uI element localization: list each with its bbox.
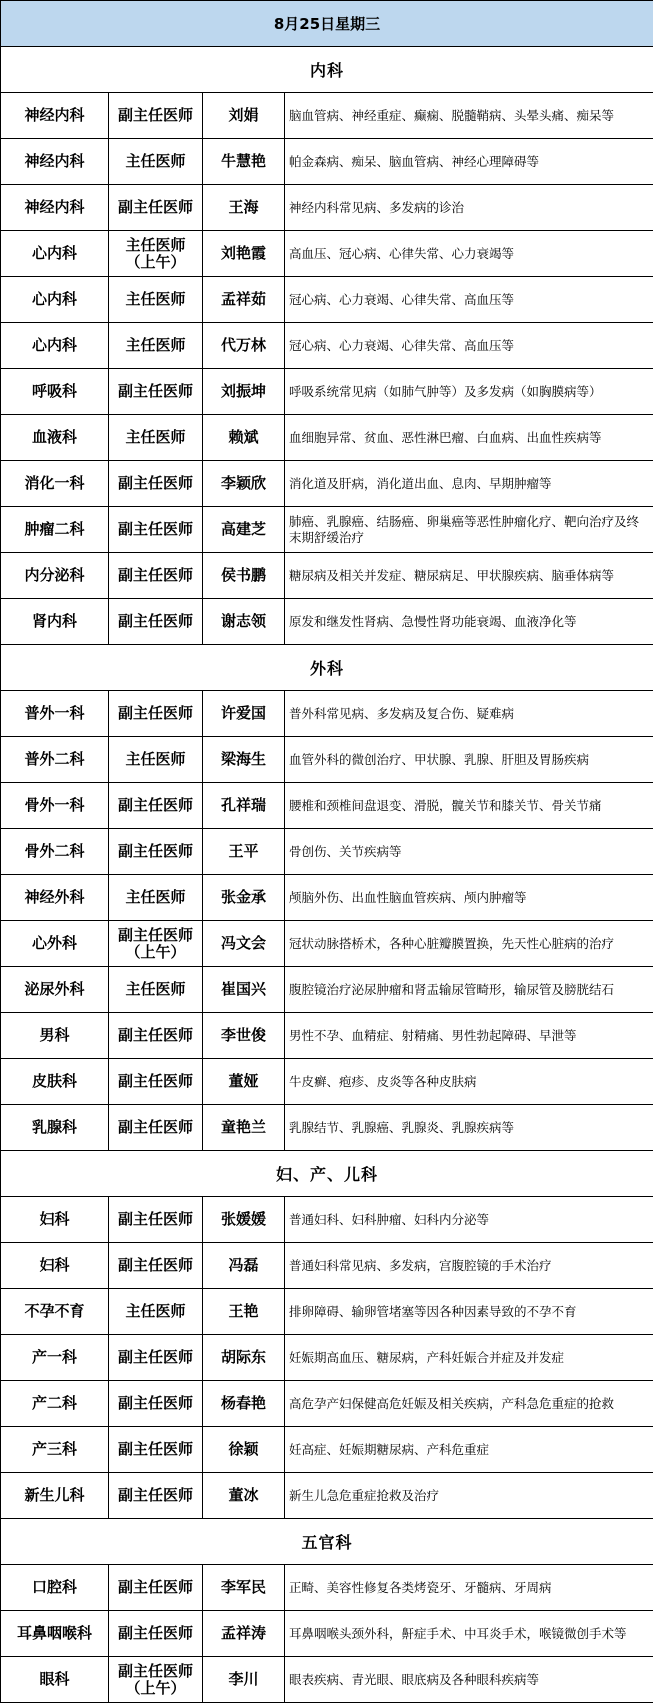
section-header-row bbox=[1, 47, 653, 93]
doctor-row bbox=[1, 1611, 653, 1657]
specialty-cell: 腹腔镜治疗泌尿肿瘤和肾盂输尿管畸形，输尿管及膀胱结石 bbox=[285, 967, 653, 1013]
specialty-cell: 神经内科常见病、多发病的诊治 bbox=[285, 185, 653, 231]
department-cell: 神经外科 bbox=[1, 875, 109, 921]
doctor-name-cell: 李军民 bbox=[203, 1565, 285, 1611]
specialty-cell: 糖尿病及相关并发症、糖尿病足、甲状腺疾病、脑垂体病等 bbox=[285, 553, 653, 599]
section-header-row bbox=[1, 1151, 653, 1197]
department-cell: 妇科 bbox=[1, 1243, 109, 1289]
specialty-cell: 普通妇科、妇科肿瘤、妇科内分泌等 bbox=[285, 1197, 653, 1243]
doctor-row bbox=[1, 1059, 653, 1105]
doctor-title-cell: 副主任医师 bbox=[109, 691, 203, 737]
doctor-row bbox=[1, 277, 653, 323]
doctor-row bbox=[1, 1289, 653, 1335]
specialty-cell: 血管外科的微创治疗、甲状腺、乳腺、肝胆及胃肠疾病 bbox=[285, 737, 653, 783]
doctor-name-cell: 王海 bbox=[203, 185, 285, 231]
section-header-row bbox=[1, 645, 653, 691]
doctor-title-cell: 副主任医师 bbox=[109, 783, 203, 829]
department-cell: 心内科 bbox=[1, 231, 109, 277]
doctor-name-cell: 王艳 bbox=[203, 1289, 285, 1335]
doctor-title-cell: 主任医师（上午） bbox=[109, 231, 203, 277]
specialty-cell: 耳鼻咽喉头颈外科，鼾症手术、中耳炎手术，喉镜微创手术等 bbox=[285, 1611, 653, 1657]
specialty-cell: 消化道及肝病，消化道出血、息肉、早期肿瘤等 bbox=[285, 461, 653, 507]
doctor-title-cell: 主任医师 bbox=[109, 139, 203, 185]
specialty-cell: 眼表疾病、青光眼、眼底病及各种眼科疾病等 bbox=[285, 1657, 653, 1703]
specialty-cell: 帕金森病、痴呆、脑血管病、神经心理障碍等 bbox=[285, 139, 653, 185]
department-cell: 乳腺科 bbox=[1, 1105, 109, 1151]
specialty-cell: 颅脑外伤、出血性脑血管疾病、颅内肿瘤等 bbox=[285, 875, 653, 921]
doctor-row bbox=[1, 1197, 653, 1243]
doctor-title-cell: 副主任医师 bbox=[109, 829, 203, 875]
specialty-cell: 普外科常见病、多发病及复合伤、疑难病 bbox=[285, 691, 653, 737]
department-cell: 骨外一科 bbox=[1, 783, 109, 829]
doctor-title-cell: 副主任医师 bbox=[109, 1427, 203, 1473]
doctor-name-cell: 孟祥涛 bbox=[203, 1611, 285, 1657]
doctor-name-cell: 崔国兴 bbox=[203, 967, 285, 1013]
doctor-name-cell: 杨春艳 bbox=[203, 1381, 285, 1427]
department-cell: 泌尿外科 bbox=[1, 967, 109, 1013]
doctor-title-cell: 副主任医师 bbox=[109, 1243, 203, 1289]
department-cell: 产三科 bbox=[1, 1427, 109, 1473]
department-cell: 消化一科 bbox=[1, 461, 109, 507]
doctor-title-cell: 副主任医师 bbox=[109, 93, 203, 139]
doctor-row bbox=[1, 415, 653, 461]
doctor-title-cell: 副主任医师 bbox=[109, 1611, 203, 1657]
specialty-cell: 冠心病、心力衰竭、心律失常、高血压等 bbox=[285, 323, 653, 369]
doctor-name-cell: 冯磊 bbox=[203, 1243, 285, 1289]
department-cell: 男科 bbox=[1, 1013, 109, 1059]
specialty-cell: 原发和继发性肾病、急慢性肾功能衰竭、血液净化等 bbox=[285, 599, 653, 645]
doctor-name-cell: 侯书鹏 bbox=[203, 553, 285, 599]
doctor-row bbox=[1, 507, 653, 553]
doctor-name-cell: 孟祥茹 bbox=[203, 277, 285, 323]
doctor-row bbox=[1, 783, 653, 829]
doctor-title-cell: 副主任医师 bbox=[109, 1197, 203, 1243]
doctor-row bbox=[1, 1335, 653, 1381]
doctor-name-cell: 刘振坤 bbox=[203, 369, 285, 415]
doctor-title-cell: 副主任医师 bbox=[109, 369, 203, 415]
doctor-title-cell: 副主任医师 bbox=[109, 1105, 203, 1151]
doctor-row bbox=[1, 1565, 653, 1611]
department-cell: 心内科 bbox=[1, 277, 109, 323]
doctor-row bbox=[1, 1381, 653, 1427]
doctor-name-cell: 刘娟 bbox=[203, 93, 285, 139]
department-cell: 普外二科 bbox=[1, 737, 109, 783]
department-cell: 口腔科 bbox=[1, 1565, 109, 1611]
doctor-row bbox=[1, 1427, 653, 1473]
department-cell: 呼吸科 bbox=[1, 369, 109, 415]
doctor-title-cell: 副主任医师 bbox=[109, 507, 203, 553]
specialty-cell: 冠心病、心力衰竭、心律失常、高血压等 bbox=[285, 277, 653, 323]
doctor-row bbox=[1, 93, 653, 139]
doctor-title-cell: 主任医师 bbox=[109, 875, 203, 921]
doctor-title-cell: 主任医师 bbox=[109, 967, 203, 1013]
doctor-name-cell: 李颖欣 bbox=[203, 461, 285, 507]
specialty-cell: 男性不孕、血精症、射精痛、男性勃起障碍、早泄等 bbox=[285, 1013, 653, 1059]
doctor-row bbox=[1, 323, 653, 369]
doctor-title-cell: 副主任医师 bbox=[109, 599, 203, 645]
doctor-name-cell: 赖斌 bbox=[203, 415, 285, 461]
doctor-title-cell: 副主任医师 bbox=[109, 1013, 203, 1059]
doctor-name-cell: 梁海生 bbox=[203, 737, 285, 783]
doctor-row bbox=[1, 139, 653, 185]
department-cell: 神经内科 bbox=[1, 93, 109, 139]
doctor-name-cell: 张媛媛 bbox=[203, 1197, 285, 1243]
doctor-title-cell: 主任医师 bbox=[109, 737, 203, 783]
doctor-name-cell: 张金承 bbox=[203, 875, 285, 921]
doctor-name-cell: 代万林 bbox=[203, 323, 285, 369]
doctor-name-cell: 牛慧艳 bbox=[203, 139, 285, 185]
doctor-name-cell: 董娅 bbox=[203, 1059, 285, 1105]
specialty-cell: 普通妇科常见病、多发病，宫腹腔镜的手术治疗 bbox=[285, 1243, 653, 1289]
department-cell: 产一科 bbox=[1, 1335, 109, 1381]
doctor-row bbox=[1, 185, 653, 231]
department-cell: 眼科 bbox=[1, 1657, 109, 1703]
department-cell: 血液科 bbox=[1, 415, 109, 461]
department-cell: 神经内科 bbox=[1, 139, 109, 185]
title-row bbox=[1, 1, 653, 47]
doctor-row bbox=[1, 1243, 653, 1289]
doctor-row bbox=[1, 691, 653, 737]
department-cell: 心外科 bbox=[1, 921, 109, 967]
section-header-row bbox=[1, 1519, 653, 1565]
doctor-title-cell: 副主任医师（上午） bbox=[109, 921, 203, 967]
doctor-row bbox=[1, 1105, 653, 1151]
department-cell: 肿瘤二科 bbox=[1, 507, 109, 553]
doctor-name-cell: 冯文会 bbox=[203, 921, 285, 967]
specialty-cell: 呼吸系统常见病（如肺气肿等）及多发病（如胸膜病等） bbox=[285, 369, 653, 415]
doctor-title-cell: 副主任医师 bbox=[109, 1565, 203, 1611]
doctor-row bbox=[1, 1473, 653, 1519]
doctor-row bbox=[1, 1013, 653, 1059]
doctor-title-cell: 副主任医师 bbox=[109, 1059, 203, 1105]
department-cell: 内分泌科 bbox=[1, 553, 109, 599]
doctor-title-cell: 副主任医师（上午） bbox=[109, 1657, 203, 1703]
specialty-cell: 排卵障碍、输卵管堵塞等因各种因素导致的不孕不育 bbox=[285, 1289, 653, 1335]
doctor-name-cell: 胡际东 bbox=[203, 1335, 285, 1381]
specialty-cell: 新生儿急危重症抢救及治疗 bbox=[285, 1473, 653, 1519]
doctor-name-cell: 谢志领 bbox=[203, 599, 285, 645]
specialty-cell: 高危孕产妇保健高危妊娠及相关疾病，产科急危重症的抢救 bbox=[285, 1381, 653, 1427]
section-title: 妇、产、儿科 bbox=[1, 1151, 653, 1197]
department-cell: 心内科 bbox=[1, 323, 109, 369]
schedule-body bbox=[1, 1, 653, 1703]
department-cell: 骨外二科 bbox=[1, 829, 109, 875]
department-cell: 不孕不育 bbox=[1, 1289, 109, 1335]
doctor-name-cell: 董冰 bbox=[203, 1473, 285, 1519]
specialty-cell: 肺癌、乳腺癌、结肠癌、卵巢癌等恶性肿瘤化疗、靶向治疗及终末期舒缓治疗 bbox=[285, 507, 653, 553]
doctor-name-cell: 徐颖 bbox=[203, 1427, 285, 1473]
doctor-title-cell: 副主任医师 bbox=[109, 553, 203, 599]
doctor-name-cell: 刘艳霞 bbox=[203, 231, 285, 277]
doctor-title-cell: 主任医师 bbox=[109, 1289, 203, 1335]
specialty-cell: 妊娠期高血压、糖尿病，产科妊娠合并症及并发症 bbox=[285, 1335, 653, 1381]
department-cell: 产二科 bbox=[1, 1381, 109, 1427]
specialty-cell: 高血压、冠心病、心律失常、心力衰竭等 bbox=[285, 231, 653, 277]
department-cell: 皮肤科 bbox=[1, 1059, 109, 1105]
doctor-title-cell: 副主任医师 bbox=[109, 1473, 203, 1519]
specialty-cell: 冠状动脉搭桥术，各种心脏瓣膜置换，先天性心脏病的治疗 bbox=[285, 921, 653, 967]
specialty-cell: 血细胞异常、贫血、恶性淋巴瘤、白血病、出血性疾病等 bbox=[285, 415, 653, 461]
doctor-title-cell: 副主任医师 bbox=[109, 461, 203, 507]
doctor-title-cell: 主任医师 bbox=[109, 415, 203, 461]
doctor-row bbox=[1, 921, 653, 967]
department-cell: 新生儿科 bbox=[1, 1473, 109, 1519]
doctor-name-cell: 孔祥瑞 bbox=[203, 783, 285, 829]
specialty-cell: 脑血管病、神经重症、癫痫、脱髓鞘病、头晕头痛、痴呆等 bbox=[285, 93, 653, 139]
doctor-name-cell: 李川 bbox=[203, 1657, 285, 1703]
specialty-cell: 正畸、美容性修复各类烤瓷牙、牙髓病、牙周病 bbox=[285, 1565, 653, 1611]
department-cell: 耳鼻咽喉科 bbox=[1, 1611, 109, 1657]
schedule-date-title: 8月25日星期三 bbox=[1, 1, 653, 47]
doctor-row bbox=[1, 875, 653, 921]
section-title: 外科 bbox=[1, 645, 653, 691]
department-cell: 肾内科 bbox=[1, 599, 109, 645]
doctor-row bbox=[1, 231, 653, 277]
specialty-cell: 乳腺结节、乳腺癌、乳腺炎、乳腺疾病等 bbox=[285, 1105, 653, 1151]
specialty-cell: 骨创伤、关节疾病等 bbox=[285, 829, 653, 875]
doctor-row bbox=[1, 461, 653, 507]
doctor-title-cell: 副主任医师 bbox=[109, 185, 203, 231]
doctor-row bbox=[1, 737, 653, 783]
doctor-row bbox=[1, 829, 653, 875]
doctor-row bbox=[1, 967, 653, 1013]
doctor-row bbox=[1, 599, 653, 645]
doctor-row bbox=[1, 369, 653, 415]
doctor-row bbox=[1, 1657, 653, 1703]
doctor-title-cell: 副主任医师 bbox=[109, 1381, 203, 1427]
section-title: 五官科 bbox=[1, 1519, 653, 1565]
doctor-name-cell: 王平 bbox=[203, 829, 285, 875]
doctor-title-cell: 主任医师 bbox=[109, 277, 203, 323]
section-title: 内科 bbox=[1, 47, 653, 93]
doctor-title-cell: 主任医师 bbox=[109, 323, 203, 369]
specialty-cell: 腰椎和颈椎间盘退变、滑脱，髋关节和膝关节、骨关节痛 bbox=[285, 783, 653, 829]
specialty-cell: 妊高症、妊娠期糖尿病、产科危重症 bbox=[285, 1427, 653, 1473]
specialty-cell: 牛皮癣、疱疹、皮炎等各种皮肤病 bbox=[285, 1059, 653, 1105]
doctor-name-cell: 许爱国 bbox=[203, 691, 285, 737]
doctor-name-cell: 李世俊 bbox=[203, 1013, 285, 1059]
department-cell: 普外一科 bbox=[1, 691, 109, 737]
doctor-name-cell: 高建芝 bbox=[203, 507, 285, 553]
doctor-title-cell: 副主任医师 bbox=[109, 1335, 203, 1381]
department-cell: 神经内科 bbox=[1, 185, 109, 231]
department-cell: 妇科 bbox=[1, 1197, 109, 1243]
doctor-name-cell: 童艳兰 bbox=[203, 1105, 285, 1151]
doctor-row bbox=[1, 553, 653, 599]
